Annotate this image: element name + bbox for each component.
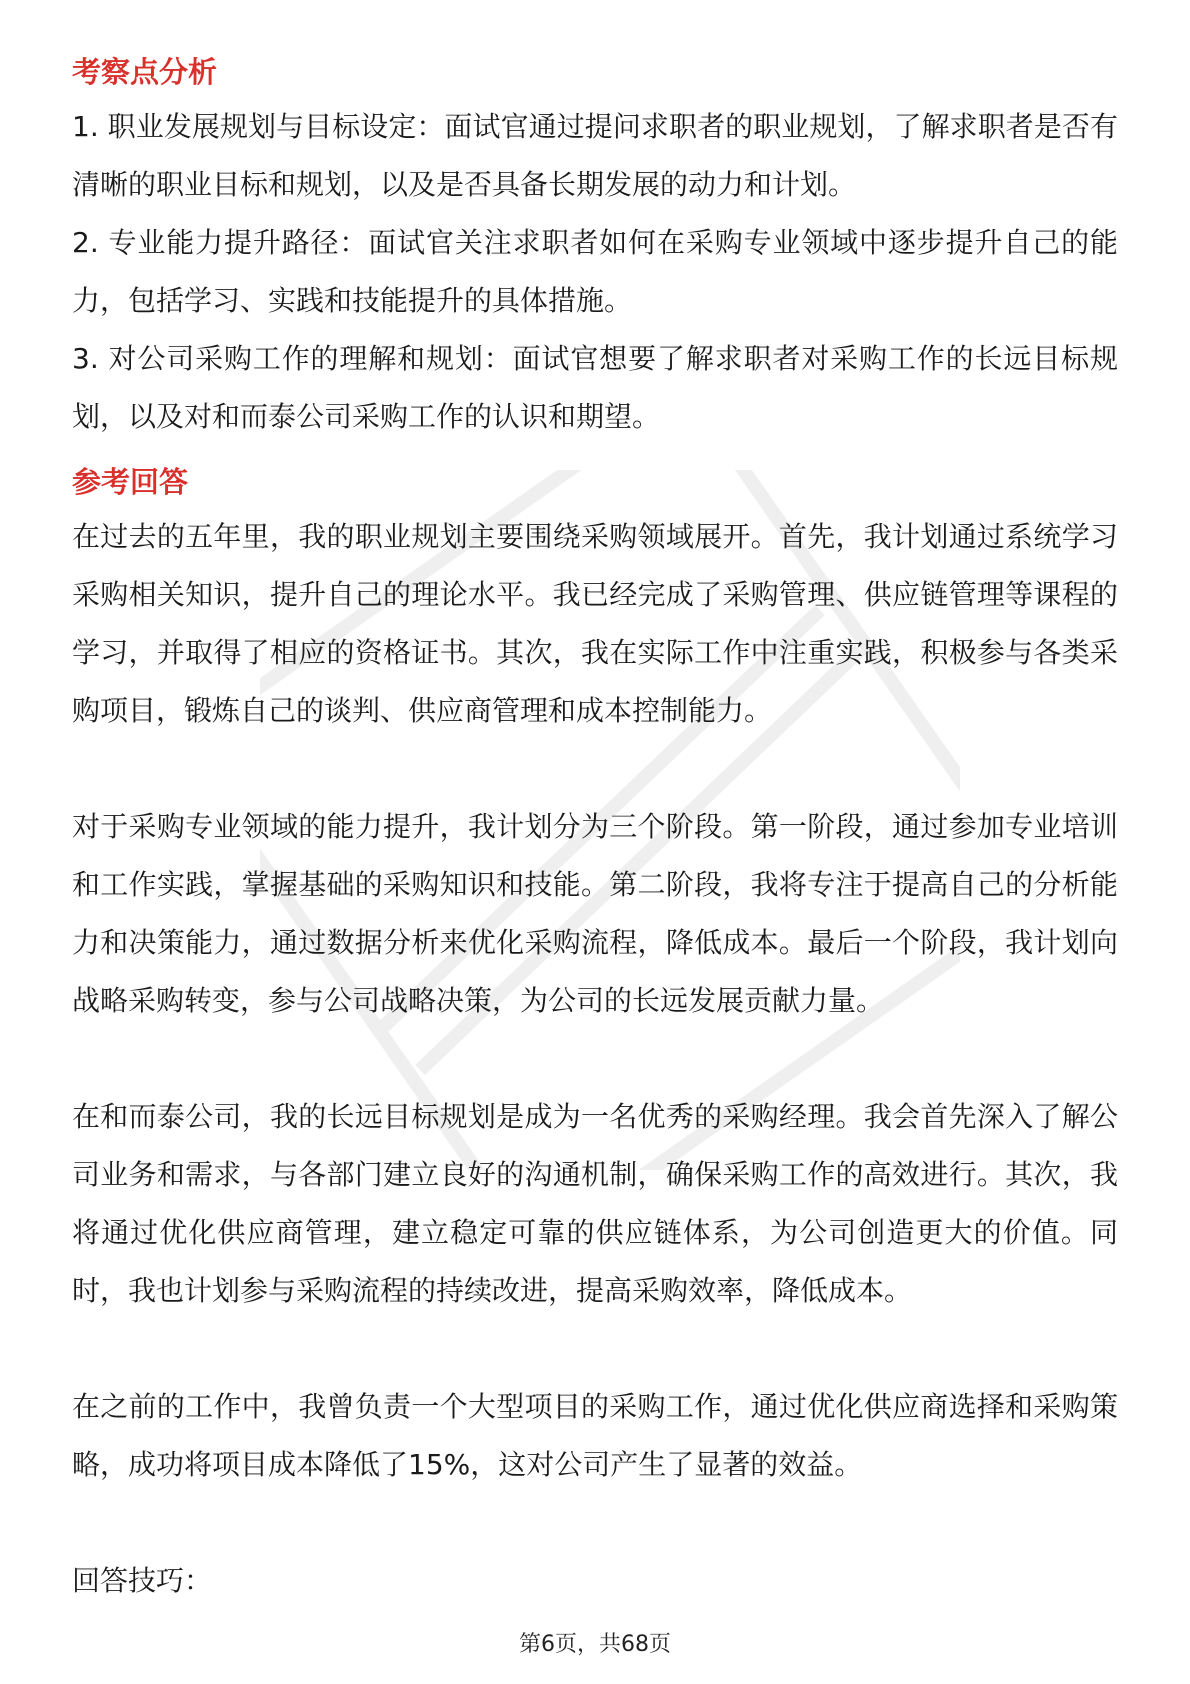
answer-paragraph-3: 在和而泰公司，我的长远目标规划是成为一名优秀的采购经理。我会首先深入了解公司业务和需求，与各部门建立良好的沟通机制，确保采购工作的高效进行。其次，我将通过优化供应商管理，建立稳定可靠的供应链体系，为公司创造更大的价值。同时，我也计划参与采购流程的持续改进，提高采购效率，降低成本。: [72, 1100, 1118, 1307]
analysis-heading: 考察点分析: [72, 55, 218, 89]
analysis-item-1: 1. 职业发展规划与目标设定：面试官通过提问求职者的职业规划，了解求职者是否有清晰的职业目标和规划，以及是否具备长期发展的动力和计划。: [72, 110, 1118, 201]
analysis-item-2: 2. 专业能力提升路径：面试官关注求职者如何在采购专业领域中逐步提升自己的能力，包括学习、实践和技能提升的具体措施。: [72, 226, 1118, 317]
answer-paragraph-2: 对于采购专业领域的能力提升，我计划分为三个阶段。第一阶段，通过参加专业培训和工作实践，掌握基础的采购知识和技能。第二阶段，我将专注于提高自己的分析能力和决策能力，通过数据分析来优化采购流程，降低成本。最后一个阶段，我计划向战略采购转变，参与公司战略决策，为公司的长远发展贡献力量。: [72, 810, 1118, 1017]
answer-paragraph-4: 在之前的工作中，我曾负责一个大型项目的采购工作，通过优化供应商选择和采购策略，成功将项目成本降低了15%，这对公司产生了显著的效益。: [72, 1390, 1118, 1481]
analysis-item-3: 3. 对公司采购工作的理解和规划：面试官想要了解求职者对采购工作的长远目标规划，以及对和而泰公司采购工作的认识和期望。: [72, 342, 1118, 433]
main-content: [72, 46, 1118, 1610]
tips-label: 回答技巧：: [72, 1564, 213, 1597]
page-number: 第6页，共68页: [519, 1632, 671, 1657]
answer-heading: 参考回答: [72, 465, 189, 499]
answer-paragraph-1: 在过去的五年里，我的职业规划主要围绕采购领域展开。首先，我计划通过系统学习采购相关知识，提升自己的理论水平。我已经完成了采购管理、供应链管理等课程的学习，并取得了相应的资格证书。其次，我在实际工作中注重实践，积极参与各类采购项目，锻炼自己的谈判、供应商管理和成本控制能力。: [72, 520, 1118, 727]
